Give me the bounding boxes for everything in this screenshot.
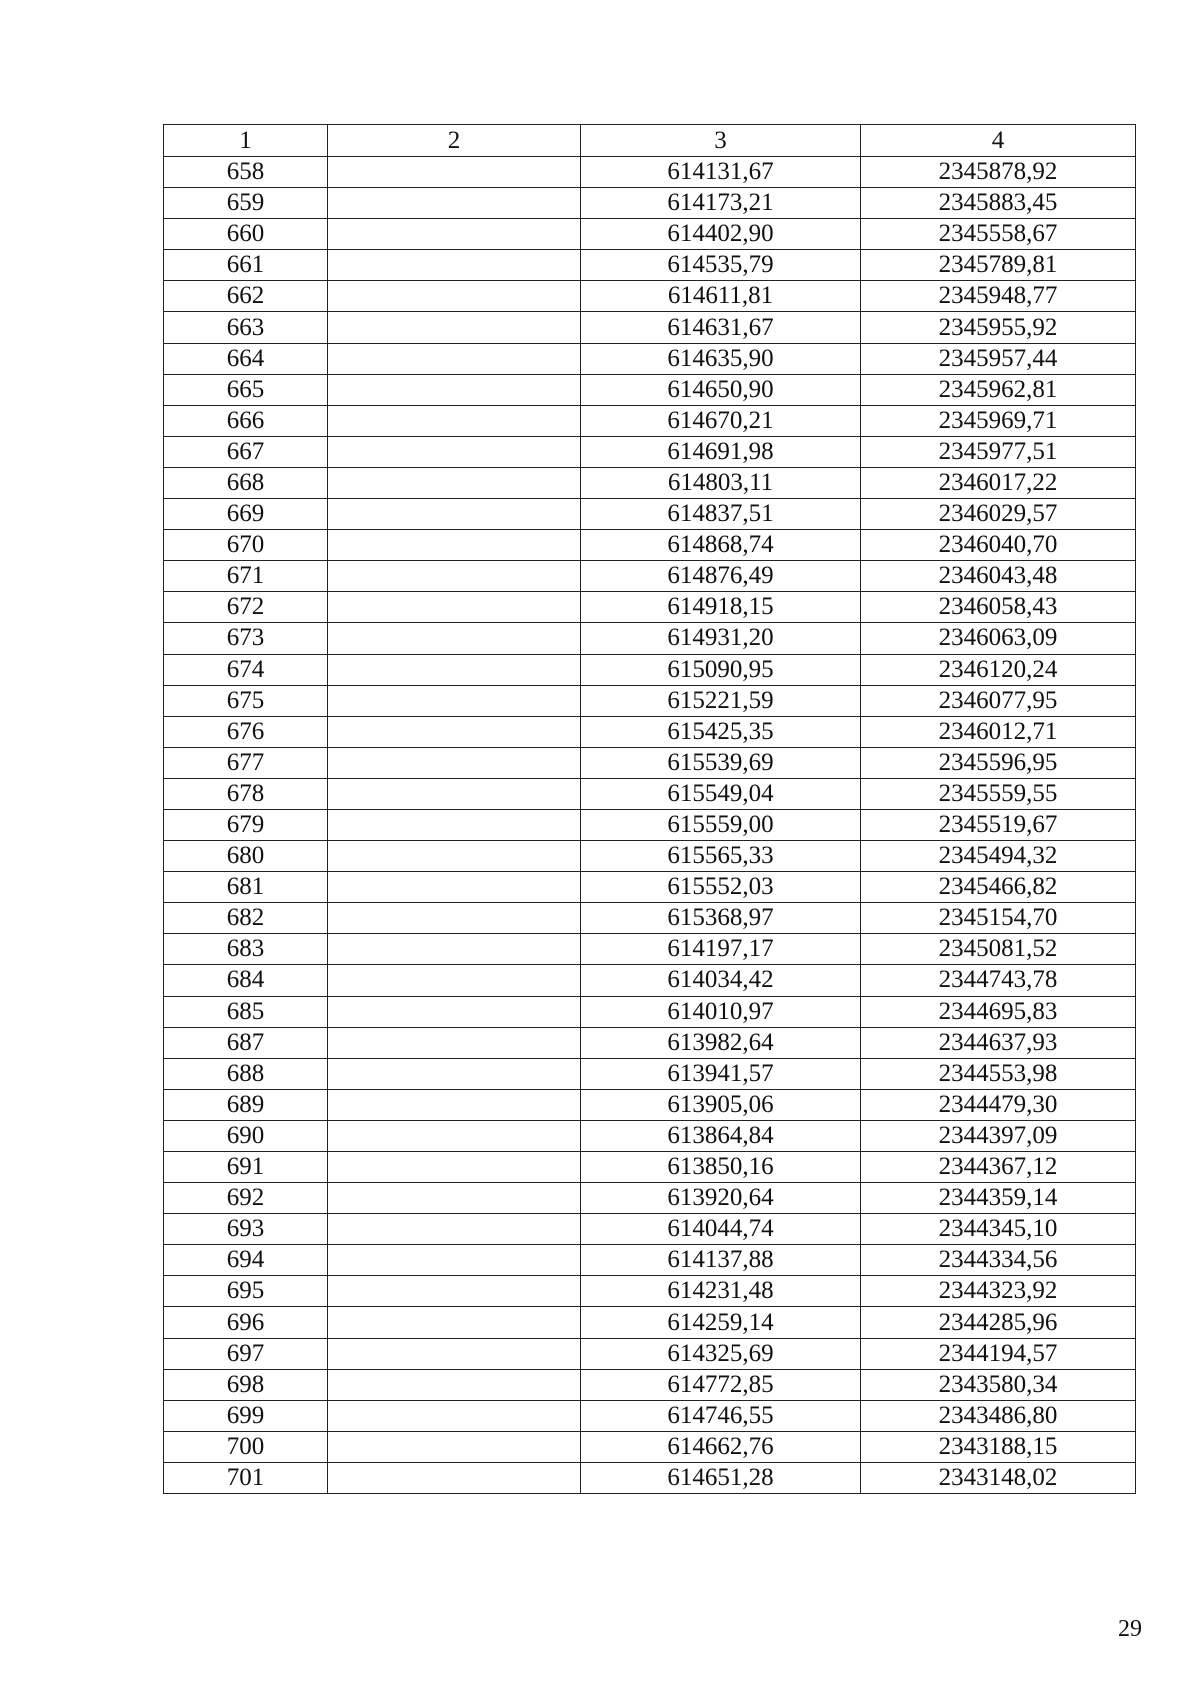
- table-row: [164, 1307, 1136, 1338]
- y-coordinate-cell: 2345969,71: [861, 405, 1136, 436]
- x-coordinate-cell: 614868,74: [581, 530, 861, 561]
- table-row: [164, 592, 1136, 623]
- description-cell: [328, 281, 581, 312]
- y-coordinate-cell: 2345559,55: [861, 778, 1136, 809]
- point-number-cell: 683: [164, 934, 328, 965]
- description-cell: [328, 1152, 581, 1183]
- description-cell: [328, 374, 581, 405]
- description-cell: [328, 1338, 581, 1369]
- description-cell: [328, 747, 581, 778]
- point-number-cell: 670: [164, 530, 328, 561]
- point-number-cell: 692: [164, 1183, 328, 1214]
- table-row: [164, 872, 1136, 903]
- point-number-cell: 694: [164, 1245, 328, 1276]
- y-coordinate-cell: 2343580,34: [861, 1369, 1136, 1400]
- y-coordinate-cell: 2344334,56: [861, 1245, 1136, 1276]
- point-number-cell: 701: [164, 1462, 328, 1493]
- table-row: [164, 343, 1136, 374]
- table-row: [164, 996, 1136, 1027]
- table-row: [164, 903, 1136, 934]
- point-number-cell: 676: [164, 716, 328, 747]
- description-cell: [328, 1214, 581, 1245]
- point-number-cell: 682: [164, 903, 328, 934]
- description-cell: [328, 934, 581, 965]
- table-body: [164, 157, 1136, 1494]
- y-coordinate-cell: 2345948,77: [861, 281, 1136, 312]
- point-number-cell: 671: [164, 561, 328, 592]
- point-number-cell: 662: [164, 281, 328, 312]
- x-coordinate-cell: 613905,06: [581, 1089, 861, 1120]
- y-coordinate-cell: 2345883,45: [861, 188, 1136, 219]
- x-coordinate-cell: 614876,49: [581, 561, 861, 592]
- point-number-cell: 699: [164, 1400, 328, 1431]
- table-row: [164, 1152, 1136, 1183]
- x-coordinate-cell: 614535,79: [581, 250, 861, 281]
- point-number-cell: 673: [164, 623, 328, 654]
- point-number-cell: 667: [164, 436, 328, 467]
- header-col-1: 1: [164, 125, 328, 157]
- description-cell: [328, 1276, 581, 1307]
- table-row: [164, 654, 1136, 685]
- description-cell: [328, 996, 581, 1027]
- coordinates-table: [163, 124, 1136, 1494]
- x-coordinate-cell: 614635,90: [581, 343, 861, 374]
- x-coordinate-cell: 615565,33: [581, 841, 861, 872]
- description-cell: [328, 1369, 581, 1400]
- x-coordinate-cell: 614931,20: [581, 623, 861, 654]
- point-number-cell: 684: [164, 965, 328, 996]
- table-row: [164, 157, 1136, 188]
- point-number-cell: 664: [164, 343, 328, 374]
- point-number-cell: 668: [164, 467, 328, 498]
- point-number-cell: 690: [164, 1120, 328, 1151]
- y-coordinate-cell: 2344345,10: [861, 1214, 1136, 1245]
- y-coordinate-cell: 2344397,09: [861, 1120, 1136, 1151]
- description-cell: [328, 467, 581, 498]
- x-coordinate-cell: 614197,17: [581, 934, 861, 965]
- table-row: [164, 1120, 1136, 1151]
- table-row: [164, 1400, 1136, 1431]
- table-row: [164, 623, 1136, 654]
- y-coordinate-cell: 2346063,09: [861, 623, 1136, 654]
- description-cell: [328, 1307, 581, 1338]
- y-coordinate-cell: 2345558,67: [861, 219, 1136, 250]
- description-cell: [328, 1027, 581, 1058]
- x-coordinate-cell: 614651,28: [581, 1462, 861, 1493]
- description-cell: [328, 872, 581, 903]
- x-coordinate-cell: 614259,14: [581, 1307, 861, 1338]
- point-number-cell: 695: [164, 1276, 328, 1307]
- x-coordinate-cell: 615090,95: [581, 654, 861, 685]
- point-number-cell: 665: [164, 374, 328, 405]
- table-row: [164, 1214, 1136, 1245]
- x-coordinate-cell: 614837,51: [581, 499, 861, 530]
- description-cell: [328, 436, 581, 467]
- x-coordinate-cell: 614402,90: [581, 219, 861, 250]
- table-row: [164, 685, 1136, 716]
- x-coordinate-cell: 615425,35: [581, 716, 861, 747]
- y-coordinate-cell: 2346012,71: [861, 716, 1136, 747]
- x-coordinate-cell: 614746,55: [581, 1400, 861, 1431]
- page-number: 29: [1118, 1616, 1142, 1642]
- x-coordinate-cell: 614772,85: [581, 1369, 861, 1400]
- table-row: [164, 530, 1136, 561]
- y-coordinate-cell: 2345977,51: [861, 436, 1136, 467]
- x-coordinate-cell: 613864,84: [581, 1120, 861, 1151]
- table-row: [164, 747, 1136, 778]
- y-coordinate-cell: 2345154,70: [861, 903, 1136, 934]
- point-number-cell: 693: [164, 1214, 328, 1245]
- y-coordinate-cell: 2344194,57: [861, 1338, 1136, 1369]
- x-coordinate-cell: 613941,57: [581, 1058, 861, 1089]
- description-cell: [328, 1120, 581, 1151]
- point-number-cell: 679: [164, 809, 328, 840]
- point-number-cell: 661: [164, 250, 328, 281]
- point-number-cell: 688: [164, 1058, 328, 1089]
- point-number-cell: 660: [164, 219, 328, 250]
- description-cell: [328, 1462, 581, 1493]
- description-cell: [328, 1431, 581, 1462]
- description-cell: [328, 623, 581, 654]
- y-coordinate-cell: 2345081,52: [861, 934, 1136, 965]
- table-row: [164, 436, 1136, 467]
- point-number-cell: 680: [164, 841, 328, 872]
- y-coordinate-cell: 2344637,93: [861, 1027, 1136, 1058]
- y-coordinate-cell: 2346017,22: [861, 467, 1136, 498]
- description-cell: [328, 499, 581, 530]
- description-cell: [328, 903, 581, 934]
- x-coordinate-cell: 614325,69: [581, 1338, 861, 1369]
- table-row: [164, 965, 1136, 996]
- header-col-2: 2: [328, 125, 581, 157]
- table-row: [164, 809, 1136, 840]
- point-number-cell: 696: [164, 1307, 328, 1338]
- x-coordinate-cell: 614803,11: [581, 467, 861, 498]
- x-coordinate-cell: 614173,21: [581, 188, 861, 219]
- point-number-cell: 689: [164, 1089, 328, 1120]
- x-coordinate-cell: 613982,64: [581, 1027, 861, 1058]
- description-cell: [328, 965, 581, 996]
- point-number-cell: 675: [164, 685, 328, 716]
- point-number-cell: 677: [164, 747, 328, 778]
- x-coordinate-cell: 615368,97: [581, 903, 861, 934]
- y-coordinate-cell: 2346043,48: [861, 561, 1136, 592]
- description-cell: [328, 188, 581, 219]
- description-cell: [328, 1058, 581, 1089]
- table-row: [164, 312, 1136, 343]
- y-coordinate-cell: 2346058,43: [861, 592, 1136, 623]
- description-cell: [328, 250, 581, 281]
- point-number-cell: 685: [164, 996, 328, 1027]
- x-coordinate-cell: 614691,98: [581, 436, 861, 467]
- table-row: [164, 1276, 1136, 1307]
- point-number-cell: 678: [164, 778, 328, 809]
- x-coordinate-cell: 615539,69: [581, 747, 861, 778]
- table-row: [164, 1245, 1136, 1276]
- point-number-cell: 669: [164, 499, 328, 530]
- point-number-cell: 659: [164, 188, 328, 219]
- description-cell: [328, 1245, 581, 1276]
- table-row: [164, 934, 1136, 965]
- y-coordinate-cell: 2344359,14: [861, 1183, 1136, 1214]
- y-coordinate-cell: 2344285,96: [861, 1307, 1136, 1338]
- x-coordinate-cell: 615549,04: [581, 778, 861, 809]
- description-cell: [328, 312, 581, 343]
- point-number-cell: 698: [164, 1369, 328, 1400]
- table-row: [164, 716, 1136, 747]
- table-row: [164, 250, 1136, 281]
- description-cell: [328, 219, 581, 250]
- y-coordinate-cell: 2344743,78: [861, 965, 1136, 996]
- header-col-4: 4: [861, 125, 1136, 157]
- point-number-cell: 658: [164, 157, 328, 188]
- y-coordinate-cell: 2344479,30: [861, 1089, 1136, 1120]
- y-coordinate-cell: 2345596,95: [861, 747, 1136, 778]
- table-row: [164, 1089, 1136, 1120]
- table-row: [164, 281, 1136, 312]
- y-coordinate-cell: 2346120,24: [861, 654, 1136, 685]
- x-coordinate-cell: 614231,48: [581, 1276, 861, 1307]
- point-number-cell: 672: [164, 592, 328, 623]
- x-coordinate-cell: 614918,15: [581, 592, 861, 623]
- x-coordinate-cell: 614044,74: [581, 1214, 861, 1245]
- x-coordinate-cell: 614650,90: [581, 374, 861, 405]
- y-coordinate-cell: 2343188,15: [861, 1431, 1136, 1462]
- y-coordinate-cell: 2345957,44: [861, 343, 1136, 374]
- x-coordinate-cell: 614034,42: [581, 965, 861, 996]
- table-row: [164, 1462, 1136, 1493]
- x-coordinate-cell: 613920,64: [581, 1183, 861, 1214]
- y-coordinate-cell: 2345955,92: [861, 312, 1136, 343]
- y-coordinate-cell: 2343486,80: [861, 1400, 1136, 1431]
- y-coordinate-cell: 2343148,02: [861, 1462, 1136, 1493]
- description-cell: [328, 405, 581, 436]
- point-number-cell: 681: [164, 872, 328, 903]
- description-cell: [328, 1183, 581, 1214]
- point-number-cell: 687: [164, 1027, 328, 1058]
- x-coordinate-cell: 615221,59: [581, 685, 861, 716]
- description-cell: [328, 716, 581, 747]
- table-row: [164, 499, 1136, 530]
- x-coordinate-cell: 615552,03: [581, 872, 861, 903]
- y-coordinate-cell: 2345962,81: [861, 374, 1136, 405]
- description-cell: [328, 685, 581, 716]
- description-cell: [328, 530, 581, 561]
- table-row: [164, 219, 1136, 250]
- y-coordinate-cell: 2344553,98: [861, 1058, 1136, 1089]
- table-row: [164, 1183, 1136, 1214]
- description-cell: [328, 778, 581, 809]
- description-cell: [328, 343, 581, 374]
- table-row: [164, 188, 1136, 219]
- y-coordinate-cell: 2344367,12: [861, 1152, 1136, 1183]
- point-number-cell: 691: [164, 1152, 328, 1183]
- table-row: [164, 561, 1136, 592]
- description-cell: [328, 841, 581, 872]
- y-coordinate-cell: 2345466,82: [861, 872, 1136, 903]
- y-coordinate-cell: 2344695,83: [861, 996, 1136, 1027]
- point-number-cell: 700: [164, 1431, 328, 1462]
- y-coordinate-cell: 2345789,81: [861, 250, 1136, 281]
- description-cell: [328, 1400, 581, 1431]
- y-coordinate-cell: 2344323,92: [861, 1276, 1136, 1307]
- description-cell: [328, 561, 581, 592]
- table-row: [164, 1431, 1136, 1462]
- table-row: [164, 374, 1136, 405]
- point-number-cell: 697: [164, 1338, 328, 1369]
- point-number-cell: 674: [164, 654, 328, 685]
- x-coordinate-cell: 614670,21: [581, 405, 861, 436]
- y-coordinate-cell: 2346077,95: [861, 685, 1136, 716]
- description-cell: [328, 592, 581, 623]
- y-coordinate-cell: 2346029,57: [861, 499, 1136, 530]
- x-coordinate-cell: 614131,67: [581, 157, 861, 188]
- description-cell: [328, 809, 581, 840]
- x-coordinate-cell: 614137,88: [581, 1245, 861, 1276]
- description-cell: [328, 1089, 581, 1120]
- description-cell: [328, 654, 581, 685]
- x-coordinate-cell: 615559,00: [581, 809, 861, 840]
- table-row: [164, 1369, 1136, 1400]
- x-coordinate-cell: 613850,16: [581, 1152, 861, 1183]
- table-row: [164, 778, 1136, 809]
- description-cell: [328, 157, 581, 188]
- table-row: [164, 1027, 1136, 1058]
- table-row: [164, 841, 1136, 872]
- y-coordinate-cell: 2345519,67: [861, 809, 1136, 840]
- point-number-cell: 663: [164, 312, 328, 343]
- y-coordinate-cell: 2345494,32: [861, 841, 1136, 872]
- x-coordinate-cell: 614611,81: [581, 281, 861, 312]
- header-col-3: 3: [581, 125, 861, 157]
- x-coordinate-cell: 614662,76: [581, 1431, 861, 1462]
- point-number-cell: 666: [164, 405, 328, 436]
- x-coordinate-cell: 614010,97: [581, 996, 861, 1027]
- y-coordinate-cell: 2346040,70: [861, 530, 1136, 561]
- x-coordinate-cell: 614631,67: [581, 312, 861, 343]
- table-header-row: [164, 125, 1136, 157]
- table-row: [164, 405, 1136, 436]
- table-row: [164, 467, 1136, 498]
- table-row: [164, 1338, 1136, 1369]
- y-coordinate-cell: 2345878,92: [861, 157, 1136, 188]
- table-row: [164, 1058, 1136, 1089]
